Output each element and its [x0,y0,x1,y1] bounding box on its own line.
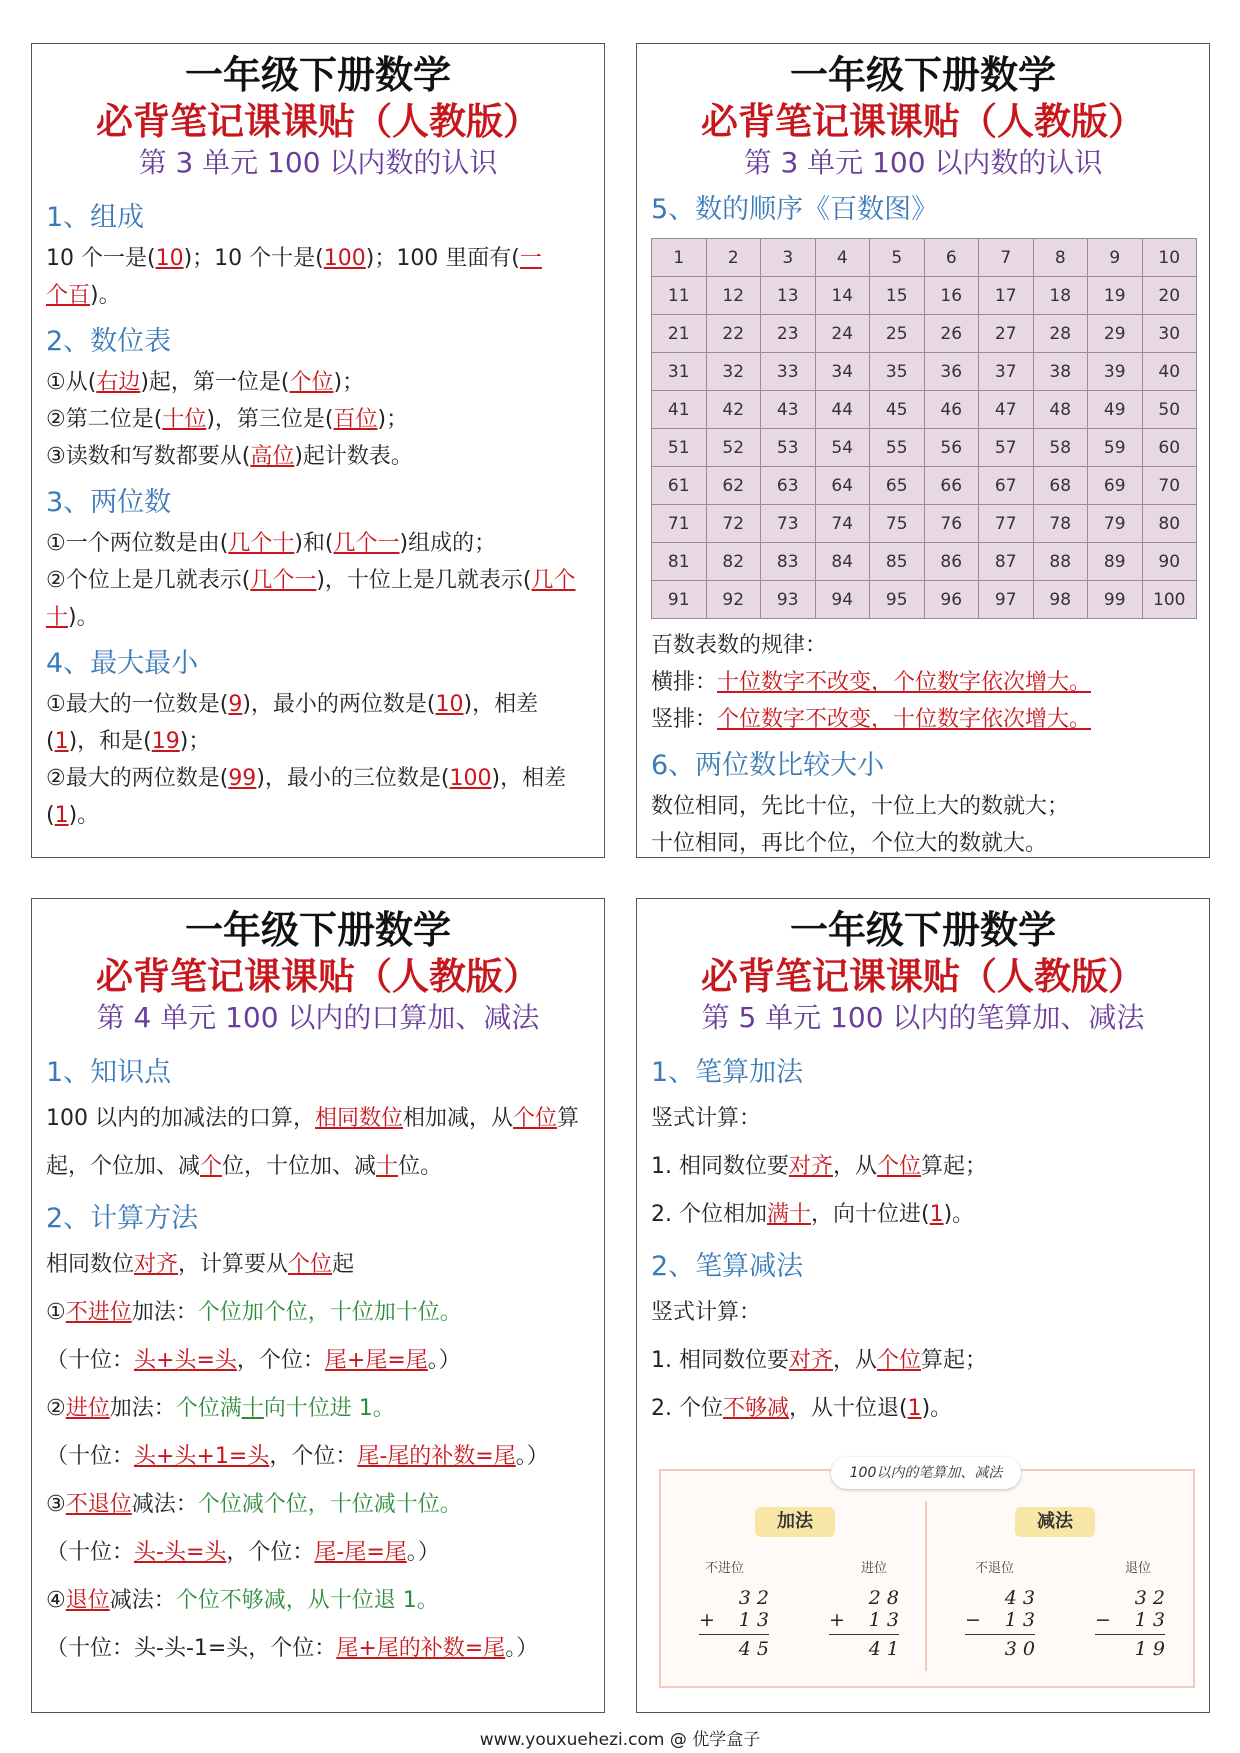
hundred-chart-cell: 17 [979,277,1034,315]
note-line: ④退位减法：个位不够减，从十位退 1。 [46,1588,439,1613]
row-rule-text: 十位数字不改变，个位数字依次增大。 [717,670,1092,695]
card-title: 一年级下册数学 [789,52,1056,97]
unit-title: 第 4 单元 100 以内的口算加、减法 [96,1001,540,1034]
hundred-chart-cell: 58 [1033,429,1088,467]
addition-label: 加法 [755,1507,835,1537]
hundred-chart-cell: 30 [1142,315,1197,353]
note-line: 十位相同，再比个位，个位大的数就大。 [651,831,1048,856]
hundred-chart-cell: 2 [706,239,761,277]
hundred-chart-cell: 94 [815,581,870,619]
calc-result: 1 9 [1134,1638,1165,1660]
hundred-chart-cell: 24 [815,315,870,353]
calc-operand: 1 3 [738,1609,769,1631]
note-card-unit4 [31,898,605,1713]
hundred-chart-cell: 80 [1142,505,1197,543]
hundred-chart-cell: 92 [706,581,761,619]
hundred-chart-cell: 48 [1033,391,1088,429]
hundred-chart-cell: 91 [652,581,707,619]
hundred-chart-cell: 61 [652,467,707,505]
hundred-chart-cell: 63 [761,467,816,505]
calc-operator: − [965,1609,981,1631]
hundred-chart-cell: 67 [979,467,1034,505]
section-heading: 1、组成 [46,202,145,233]
hundred-chart-cell: 76 [924,505,979,543]
hundred-chart-cell: 65 [870,467,925,505]
hundred-chart-cell: 5 [870,239,925,277]
calc-result: 3 0 [1004,1638,1035,1660]
section-heading: 6、两位数比较大小 [651,750,885,781]
hundred-chart-cell: 71 [652,505,707,543]
hundred-chart-cell: 50 [1142,391,1197,429]
col-rule-text: 个位数字不改变，十位数字依次增大。 [717,707,1092,732]
note-line: ①不进位加法：个位加个位，十位加十位。 [46,1300,462,1325]
note-line: 2. 个位不够减，从十位退(1)。 [651,1396,953,1421]
hundred-chart-cell: 54 [815,429,870,467]
hundred-chart-cell: 60 [1142,429,1197,467]
section-heading: 5、数的顺序《百数图》 [651,194,939,225]
hundred-chart-cell: 42 [706,391,761,429]
col-rule [651,701,1195,738]
hundred-chart-cell: 100 [1142,581,1197,619]
unit-title: 第 3 单元 100 以内数的认识 [743,146,1103,179]
calc-example [1095,1587,1165,1660]
hundred-chart-cell: 96 [924,581,979,619]
hundred-chart-cell: 38 [1033,353,1088,391]
hundred-chart-cell: 44 [815,391,870,429]
no-carry-label: 不进位 [705,1561,745,1576]
card-title: 一年级下册数学 [184,52,451,97]
vertical-calc-figure [659,1465,1195,1688]
note-line: ②个位上是几就表示(几个一)，十位上是几就表示(几个十)。 [46,568,576,630]
hundred-chart-cell: 87 [979,543,1034,581]
hundred-chart-cell: 55 [870,429,925,467]
section-heading: 4、最大最小 [46,648,199,679]
hundred-chart-cell: 77 [979,505,1034,543]
hundred-chart-cell: 1 [652,239,707,277]
calc-operand-line [965,1609,1035,1631]
hundred-chart-cell: 43 [761,391,816,429]
hundred-chart-cell: 9 [1088,239,1143,277]
hundred-chart-cell: 28 [1033,315,1088,353]
calc-operand: 2 8 [868,1587,899,1609]
hundred-chart-cell: 26 [924,315,979,353]
hundred-chart-cell: 36 [924,353,979,391]
hundred-chart-row [652,429,1197,467]
section-heading: 2、数位表 [46,326,172,357]
hundred-chart-cell: 21 [652,315,707,353]
note-line: ①一个两位数是由(几个十)和(几个一)组成的； [46,531,497,556]
hundred-chart [651,238,1197,619]
calc-operator: + [829,1609,845,1631]
hundred-chart-cell: 95 [870,581,925,619]
card-title: 一年级下册数学 [184,907,451,952]
hundred-chart-cell: 78 [1033,505,1088,543]
note-line: ③读数和写数都要从(高位)起计数表。 [46,444,413,469]
hundred-chart-cell: 62 [706,467,761,505]
section-heading: 2、笔算减法 [651,1251,804,1282]
hundred-chart-cell: 12 [706,277,761,315]
hundred-chart-cell: 64 [815,467,870,505]
figure-title: 100以内的笔算加、减法 [831,1457,1021,1489]
hundred-chart-cell: 85 [870,543,925,581]
hundred-chart-cell: 56 [924,429,979,467]
hundred-chart-cell: 52 [706,429,761,467]
note-line: 竖式计算： [651,1300,762,1325]
hundred-chart-cell: 72 [706,505,761,543]
hundred-chart-cell: 35 [870,353,925,391]
no-borrow-label: 不退位 [975,1561,1015,1576]
calc-operand: 3 2 [1134,1587,1165,1609]
rule-title: 百数表数的规律： [651,633,828,658]
card-subtitle: 必背笔记课课贴（人教版） [701,954,1145,998]
col-rule-label: 竖排： [651,707,718,732]
hundred-chart-cell: 75 [870,505,925,543]
calc-operator: − [1095,1609,1111,1631]
hundred-chart-cell: 74 [815,505,870,543]
calc-operand: 4 3 [1004,1587,1035,1609]
hundred-chart-cell: 13 [761,277,816,315]
note-line: 2. 个位相加满十，向十位进(1)。 [651,1202,975,1227]
note-line: ②最大的两位数是(99)，最小的三位数是(100)，相差(1)。 [46,766,567,828]
hundred-chart-cell: 37 [979,353,1034,391]
hundred-chart-cell: 66 [924,467,979,505]
hundred-chart-cell: 11 [652,277,707,315]
note-line: 相同数位对齐，计算要从个位起 [46,1252,355,1277]
calc-operand-line [829,1609,899,1631]
hundred-chart-cell: 34 [815,353,870,391]
unit-title: 第 5 单元 100 以内的笔算加、减法 [701,1001,1145,1034]
note-card-unit3-part1 [31,43,605,858]
card-subtitle: 必背笔记课课贴（人教版） [96,954,540,998]
addition-panel [669,1499,923,1674]
hundred-chart-cell: 22 [706,315,761,353]
calc-operator: + [699,1609,715,1631]
note-line: 1. 相同数位要对齐，从个位算起； [651,1348,988,1373]
hundred-chart-cell: 59 [1088,429,1143,467]
hundred-chart-cell: 14 [815,277,870,315]
calc-result: 4 5 [738,1638,769,1660]
hundred-chart-cell: 29 [1088,315,1143,353]
card-subtitle: 必背笔记课课贴（人教版） [701,99,1145,143]
hundred-chart-cell: 79 [1088,505,1143,543]
hundred-chart-row [652,277,1197,315]
hundred-chart-cell: 53 [761,429,816,467]
note-line: ③不退位减法：个位减个位，十位减十位。 [46,1492,462,1517]
footer-credit: www.youxuehezi.com @ 优学盒子 [479,1730,761,1750]
calc-operand-line [699,1609,769,1631]
carry-label: 进位 [861,1561,888,1576]
hundred-chart-cell: 23 [761,315,816,353]
hundred-chart-cell: 47 [979,391,1034,429]
subtraction-panel [935,1499,1189,1674]
row-rule-label: 横排： [651,670,718,695]
hundred-chart-cell: 82 [706,543,761,581]
note-line: （十位：头+头=头，个位：尾+尾=尾。） [46,1348,461,1373]
hundred-chart-cell: 39 [1088,353,1143,391]
hundred-chart-cell: 73 [761,505,816,543]
hundred-chart-cell: 84 [815,543,870,581]
hundred-chart-cell: 70 [1142,467,1197,505]
hundred-chart-cell: 68 [1033,467,1088,505]
hundred-chart-row [652,353,1197,391]
calc-operand-line [1095,1609,1165,1631]
note-card-unit5 [636,898,1210,1713]
note-line: 100 以内的加减法的口算，相同数位相加减，从个位算起，个位加、减个位，十位加、减十位。 [46,1106,580,1179]
hundred-chart-row [652,467,1197,505]
hundred-chart-cell: 83 [761,543,816,581]
hundred-chart-cell: 40 [1142,353,1197,391]
hundred-chart-row [652,391,1197,429]
hundred-chart-cell: 98 [1033,581,1088,619]
hundred-chart-cell: 4 [815,239,870,277]
unit-title: 第 3 单元 100 以内数的认识 [138,146,498,179]
section-heading: 1、知识点 [46,1057,172,1088]
hundred-chart-cell: 41 [652,391,707,429]
section-heading: 1、笔算加法 [651,1057,804,1088]
hundred-chart-row [652,543,1197,581]
calc-example [965,1587,1035,1660]
calc-example [829,1587,899,1660]
note-line: （十位：头+头+1=头，个位：尾-尾的补数=尾。） [46,1444,549,1469]
borrow-label: 退位 [1125,1561,1152,1576]
hundred-chart-cell: 8 [1033,239,1088,277]
row-rule [651,664,1195,701]
hundred-chart-cell: 49 [1088,391,1143,429]
hundred-chart-cell: 3 [761,239,816,277]
hundred-chart-cell: 16 [924,277,979,315]
hundred-chart-row [652,315,1197,353]
hundred-chart-cell: 45 [870,391,925,429]
hundred-chart-cell: 69 [1088,467,1143,505]
note-line: 数位相同，先比十位，十位上大的数就大； [651,794,1070,819]
hundred-chart-cell: 46 [924,391,979,429]
hundred-chart-cell: 86 [924,543,979,581]
hundred-chart-cell: 88 [1033,543,1088,581]
hundred-chart-cell: 15 [870,277,925,315]
calc-operand: 1 3 [1134,1609,1165,1631]
calc-operand: 3 2 [738,1587,769,1609]
hundred-chart-row [652,239,1197,277]
note-line: ②进位加法：个位满十向十位进 1。 [46,1396,395,1421]
hundred-chart-cell: 32 [706,353,761,391]
note-card-unit3-part2 [636,43,1210,858]
section-heading: 3、两位数 [46,487,172,518]
note-line: 1. 相同数位要对齐，从个位算起； [651,1154,988,1179]
hundred-chart-cell: 6 [924,239,979,277]
calc-operand: 1 3 [868,1609,899,1631]
hundred-chart-cell: 20 [1142,277,1197,315]
hundred-chart-cell: 25 [870,315,925,353]
hundred-chart-cell: 7 [979,239,1034,277]
hundred-chart-cell: 27 [979,315,1034,353]
hundred-chart-cell: 90 [1142,543,1197,581]
hundred-chart-cell: 57 [979,429,1034,467]
note-line: ②第二位是(十位)，第三位是(百位)； [46,407,409,432]
calc-operand: 1 3 [1004,1609,1035,1631]
note-line: ①最大的一位数是(9)，最小的两位数是(10)，相差(1)，和是(19)； [46,692,539,754]
card-subtitle: 必背笔记课课贴（人教版） [96,99,540,143]
hundred-chart-cell: 97 [979,581,1034,619]
hundred-chart-cell: 99 [1088,581,1143,619]
section-heading: 2、计算方法 [46,1203,199,1234]
note-line: ①从(右边)起，第一位是(个位)； [46,370,365,395]
hundred-chart-cell: 31 [652,353,707,391]
hundred-chart-cell: 81 [652,543,707,581]
figure-divider [925,1501,927,1671]
note-line: 10 个一是(10)；10 个十是(100)；100 里面有(一 个百)。 [46,246,542,308]
note-line: （十位：头-头-1=头，个位：尾+尾的补数=尾。） [46,1636,539,1661]
hundred-chart-cell: 33 [761,353,816,391]
card-title: 一年级下册数学 [789,907,1056,952]
subtraction-label: 减法 [1015,1507,1095,1537]
calc-result: 4 1 [868,1638,899,1660]
hundred-chart-cell: 10 [1142,239,1197,277]
hundred-chart-cell: 93 [761,581,816,619]
hundred-chart-cell: 89 [1088,543,1143,581]
hundred-chart-cell: 51 [652,429,707,467]
hundred-chart-cell: 18 [1033,277,1088,315]
calc-example [699,1587,769,1660]
note-line: 竖式计算： [651,1106,762,1131]
hundred-chart-cell: 19 [1088,277,1143,315]
hundred-chart-row [652,505,1197,543]
hundred-chart-row [652,581,1197,619]
note-line: （十位：头-头=头，个位：尾-尾=尾。） [46,1540,440,1565]
